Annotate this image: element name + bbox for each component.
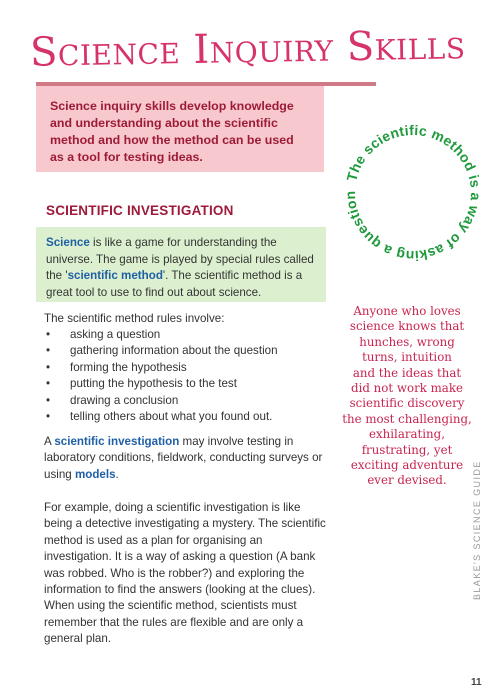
science-definition-box bbox=[36, 227, 326, 302]
keyword-models: models bbox=[74, 467, 116, 481]
quote-line: scientific discovery bbox=[349, 396, 465, 411]
quote-line: ever devised. bbox=[367, 473, 447, 488]
investigation-paragraph bbox=[44, 434, 330, 483]
investigation-text-2: may involve testing in laboratory conditions, fieldwork, conducting surveys or using bbox=[44, 435, 323, 481]
quote-line: exhilarating, bbox=[369, 427, 445, 442]
list-item: • telling others about what you found out. bbox=[44, 409, 334, 425]
intro-box bbox=[36, 86, 324, 172]
investigation-text-1: A bbox=[44, 435, 55, 448]
list-item: • gathering information about the question bbox=[44, 343, 334, 359]
page-number: 11 bbox=[471, 677, 482, 688]
quote-line: did not work make bbox=[351, 381, 463, 396]
investigation-text-3: . bbox=[115, 467, 119, 481]
page-title: Science Inquiry Skills bbox=[29, 22, 466, 76]
list-item: • forming the hypothesis bbox=[44, 360, 334, 376]
quote-line: Anyone who loves bbox=[353, 304, 461, 318]
section-heading: SCIENTIFIC INVESTIGATION bbox=[46, 203, 234, 218]
quote-text bbox=[336, 304, 478, 489]
quote-line: and the ideas that bbox=[352, 365, 462, 380]
rules-intro: The scientific method rules involve: bbox=[44, 312, 225, 325]
circle-text-label bbox=[342, 122, 484, 264]
quote-line: the most challenging, bbox=[342, 411, 472, 426]
example-paragraph: For example, doing a scientific investigation is like being a detective investigating a mystery. The scientific method is used as a plan for organising an investigation. It is a way of asking a question (A bank was robbed. Who is the robber?) and exploring the information to find the answers (looking at the clues). When using the scientific method, scientists must remember that the rules are flexible and are only a general plan. bbox=[44, 501, 326, 646]
keyword-scientific-investigation: scientific investigation bbox=[54, 435, 180, 448]
list-item: • asking a question bbox=[44, 327, 334, 343]
book-title-side-label: BLAKE'S SCIENCE GUIDE bbox=[472, 460, 482, 600]
definition-text-1: is like a game for understanding the universe. The game is played by special rules called the ' bbox=[46, 236, 314, 283]
definition-text-2: '. The scientific method is a great tool to use to find out about science. bbox=[46, 269, 303, 299]
list-item: • putting the hypothesis to the test bbox=[44, 376, 334, 392]
rules-list bbox=[44, 327, 334, 425]
quote-line: frustrating, yet bbox=[361, 442, 453, 457]
keyword-scientific-method: scientific method bbox=[67, 269, 163, 283]
circular-text-graphic bbox=[338, 118, 488, 268]
quote-line: exciting adventure bbox=[350, 458, 464, 473]
list-item: • drawing a conclusion bbox=[44, 393, 334, 409]
quote-line: hunches, wrong bbox=[359, 334, 455, 349]
circle-text: The scientific method is a way of asking a question bbox=[341, 121, 485, 265]
quote-line: science knows that bbox=[349, 319, 465, 334]
keyword-science: Science bbox=[46, 236, 90, 249]
quote-line: turns, intuition bbox=[362, 350, 452, 365]
intro-text: Science inquiry skills develop knowledge and understanding about the scientific method and how the method can be used as a tool for testing ideas. bbox=[50, 99, 294, 164]
